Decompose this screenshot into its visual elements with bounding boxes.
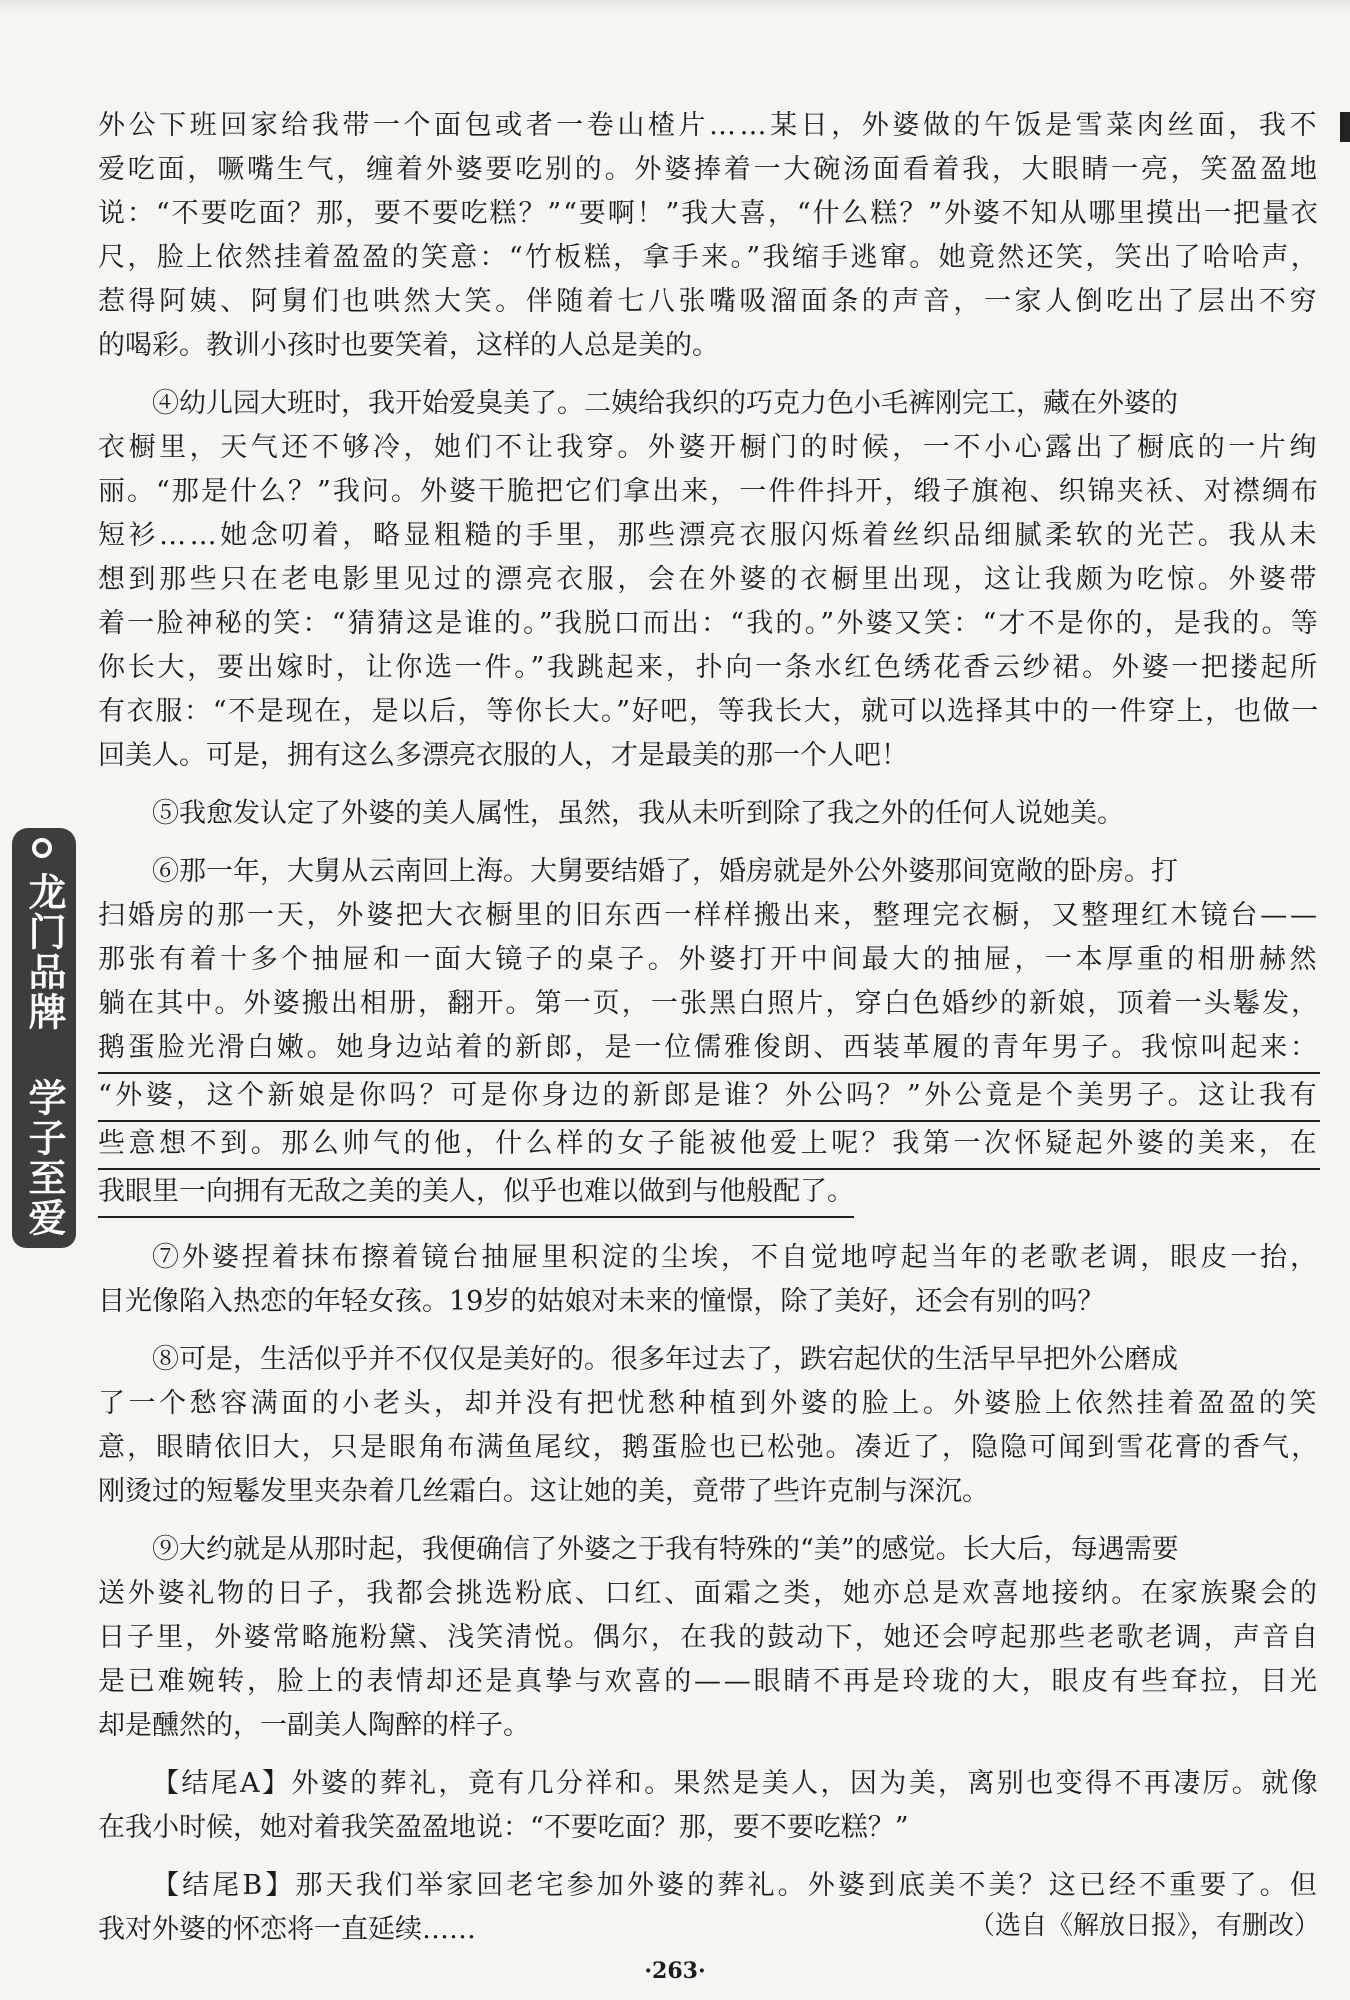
paragraph bbox=[98, 382, 1320, 778]
text-line: 【结尾A】外婆的葬礼，竟有几分祥和。果然是美人，因为美，离别也变得不再凄厉。就像 bbox=[152, 1768, 1320, 1799]
underlined-line: “外婆，这个新娘是你吗？可是你身边的新郎是谁？外公吗？”外公竟是个美男子。这让我有 bbox=[98, 1074, 1320, 1122]
paragraph bbox=[98, 1528, 1320, 1748]
circle-icon bbox=[32, 838, 52, 858]
text-line: 惹得阿姨、阿舅们也哄然大笑。伴随着七八张嘴吸溜面条的声音，一家人倒吃出了层出不穷 bbox=[98, 286, 1320, 317]
text-line: 意，眼睛依旧大，只是眼角布满鱼尾纹，鹅蛋脸也已松弛。凑近了，隐隐可闻到雪花膏的香气， bbox=[98, 1432, 1320, 1463]
text-line: 那张有着十多个抽屉和一面大镜子的桌子。外婆打开中间最大的抽屉，一本厚重的相册赫然 bbox=[98, 944, 1320, 975]
paragraph-ending-a bbox=[98, 1762, 1320, 1850]
side-tab bbox=[12, 828, 76, 1248]
text-line: ④幼儿园大班时，我开始爱臭美了。二姨给我织的巧克力色小毛裤刚完工，藏在外婆的 bbox=[152, 388, 1178, 419]
text-line: 说：“不要吃面？那，要不要吃糕？”“要啊！”我大喜，“什么糕？”外婆不知从哪里摸出一把量衣 bbox=[98, 198, 1320, 229]
text-line: 我对外婆的怀恋将一直延续…… bbox=[98, 1914, 476, 1945]
text-line: 想到那些只在老电影里见过的漂亮衣服，会在外婆的衣橱里出现，这让我颇为吃惊。外婆带 bbox=[98, 564, 1320, 595]
text-line: 了一个愁容满面的小老头，却并没有把忧愁种植到外婆的脸上。外婆脸上依然挂着盈盈的笑 bbox=[98, 1388, 1320, 1419]
text-line: ⑤我愈发认定了外婆的美人属性，虽然，我从未听到除了我之外的任何人说她美。 bbox=[152, 798, 1124, 829]
text-line: 你长大，要出嫁时，让你选一件。”我跳起来，扑向一条水红色绣花香云纱裙。外婆一把搂起所 bbox=[98, 652, 1320, 683]
text-line: 着一脸神秘的笑：“猜猜这是谁的。”我脱口而出：“我的。”外婆又笑：“才不是你的，是我的。等 bbox=[98, 608, 1320, 639]
underlined-line: 我眼里一向拥有无敌之美的美人，似乎也难以做到与他般配了。 bbox=[98, 1170, 854, 1218]
paragraph bbox=[98, 1338, 1320, 1514]
text-line: 是已难婉转，脸上的表情却还是真挚与欢喜的——眼睛不再是玲珑的大，眼皮有些耷拉，目光 bbox=[98, 1666, 1320, 1697]
underlined-line: 鹅蛋脸光滑白嫩。她身边站着的新郎，是一位儒雅俊朗、西装革履的青年男子。我惊叫起来： bbox=[98, 1026, 1320, 1074]
text-line: 爱吃面，噘嘴生气，缠着外婆要吃别的。外婆捧着一大碗汤面看着我，大眼睛一亮，笑盈盈地 bbox=[98, 154, 1320, 185]
text-line: 送外婆礼物的日子，我都会挑选粉底、口红、面霜之类，她亦总是欢喜地接纳。在家族聚会的 bbox=[98, 1578, 1320, 1609]
text-line: 在我小时候，她对着我笑盈盈地说：“不要吃面？那，要不要吃糕？” bbox=[98, 1812, 909, 1843]
source-citation: （选自《解放日报》，有删改） bbox=[968, 1911, 1320, 1941]
text-line: 丽。“那是什么？”我问。外婆干脆把它们拿出来，一件件抖开，缎子旗袍、织锦夹袄、对襟绸布 bbox=[98, 476, 1320, 507]
page-top-edge bbox=[0, 0, 1350, 14]
paragraph bbox=[98, 104, 1320, 368]
page-number: ·263· bbox=[644, 1958, 706, 1984]
text-line: 刚烫过的短鬈发里夹杂着几丝霜白。这让她的美，竟带了些许克制与深沉。 bbox=[98, 1476, 989, 1507]
underlined-line: 些意想不到。那么帅气的他，什么样的女子能被他爱上呢？我第一次怀疑起外婆的美来，在 bbox=[98, 1122, 1320, 1170]
text-line: 有衣服：“不是现在，是以后，等你长大。”好吧，等我长大，就可以选择其中的一件穿上，也做一 bbox=[98, 696, 1320, 727]
text-line: ⑧可是，生活似乎并不仅仅是美好的。很多年过去了，跌宕起伏的生活早早把外公磨成 bbox=[152, 1344, 1178, 1375]
paragraph bbox=[98, 850, 1320, 1222]
text-line: 目光像陷入热恋的年轻女孩。19岁的姑娘对未来的憧憬，除了美好，还会有别的吗？ bbox=[98, 1286, 1105, 1317]
text-line: 衣橱里，天气还不够冷，她们不让我穿。外婆开橱门的时候，一不小心露出了橱底的一片绚 bbox=[98, 432, 1320, 463]
text-line: 回美人。可是，拥有这么多漂亮衣服的人，才是最美的那一个人吧！ bbox=[98, 740, 908, 771]
text-line: 扫婚房的那一天，外婆把大衣橱里的旧东西一样样搬出来，整理完衣橱，又整理红木镜台—— bbox=[98, 900, 1320, 931]
text-line: 短衫……她念叨着，略显粗糙的手里，那些漂亮衣服闪烁着丝织品细腻柔软的光芒。我从未 bbox=[98, 520, 1320, 551]
article-body bbox=[98, 104, 1320, 1966]
text-line: ⑥那一年，大舅从云南回上海。大舅要结婚了，婚房就是外公外婆那间宽敞的卧房。打 bbox=[152, 856, 1178, 887]
paragraph bbox=[98, 1236, 1320, 1324]
text-line: ⑦外婆捏着抹布擦着镜台抽屉里积淀的尘埃，不自觉地哼起当年的老歌老调，眼皮一抬， bbox=[152, 1242, 1320, 1273]
text-line: 外公下班回家给我带一个面包或者一卷山楂片……某日，外婆做的午饭是雪菜肉丝面，我不 bbox=[98, 110, 1320, 141]
text-line: 却是醺然的，一副美人陶醉的样子。 bbox=[98, 1710, 530, 1741]
text-line: 尺，脸上依然挂着盈盈的笑意：“竹板糕，拿手来。”我缩手逃窜。她竟然还笑，笑出了哈哈声， bbox=[98, 242, 1320, 273]
text-line: 【结尾B】那天我们举家回老宅参加外婆的葬礼。外婆到底美不美？这已经不重要了。但 bbox=[152, 1870, 1320, 1901]
text-line: 日子里，外婆常略施粉黛、浅笑清悦。偶尔，在我的鼓动下，她还会哼起那些老歌老调，声音自 bbox=[98, 1622, 1320, 1653]
edge-mark bbox=[1340, 112, 1350, 142]
side-tab-text: 龙门品牌 学子至爱 bbox=[22, 872, 66, 1238]
text-line: 的喝彩。教训小孩时也要笑着，这样的人总是美的。 bbox=[98, 330, 719, 361]
text-line: ⑨大约就是从那时起，我便确信了外婆之于我有特殊的“美”的感觉。长大后，每遇需要 bbox=[152, 1534, 1179, 1565]
paragraph bbox=[98, 792, 1320, 836]
text-line: 躺在其中。外婆搬出相册，翻开。第一页，一张黑白照片，穿白色婚纱的新娘，顶着一头鬈发， bbox=[98, 988, 1320, 1019]
